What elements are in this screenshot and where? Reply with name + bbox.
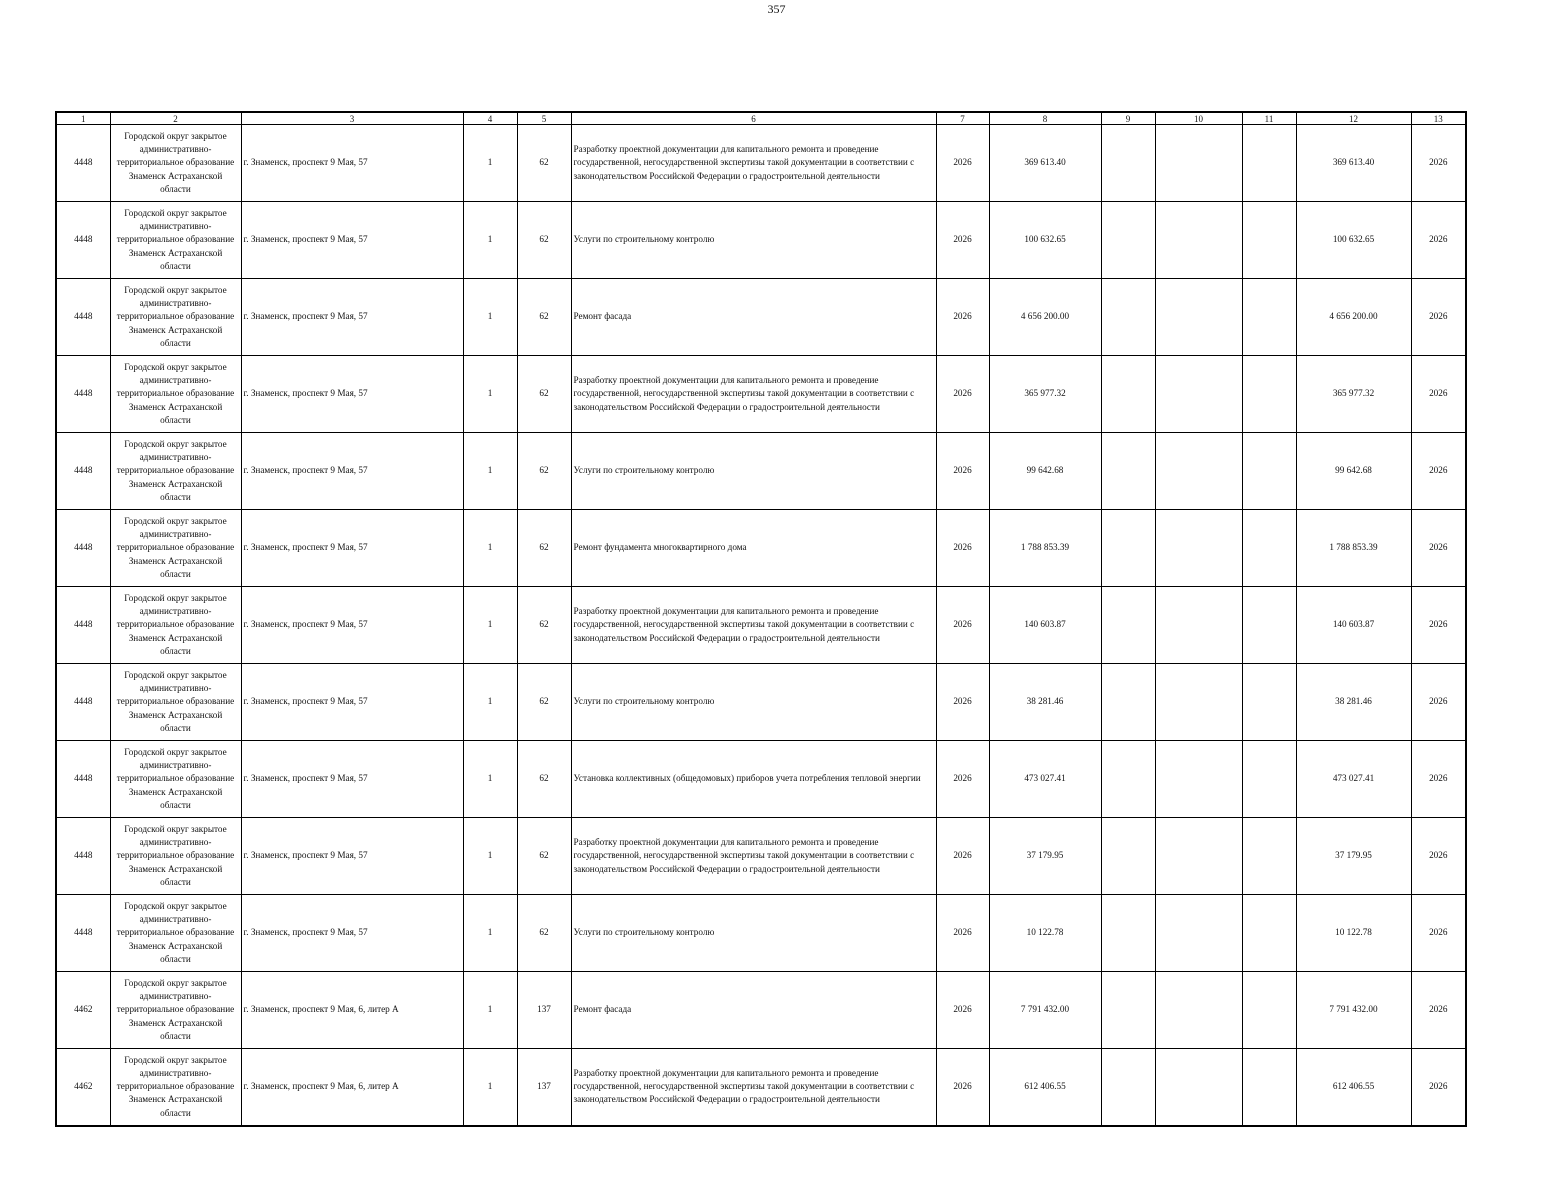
col-5-value-cell: 62 xyxy=(517,587,571,664)
col-9-value-cell xyxy=(1101,587,1155,664)
cost-cell: 38 281.46 xyxy=(989,664,1101,741)
cost-cell: 7 791 432.00 xyxy=(989,972,1101,1049)
address-cell: г. Знаменск, проспект 9 Мая, 6, литер А xyxy=(241,1049,463,1126)
table-row xyxy=(56,895,1466,972)
address-cell: г. Знаменск, проспект 9 Мая, 6, литер А xyxy=(241,972,463,1049)
address-cell: г. Знаменск, проспект 9 Мая, 57 xyxy=(241,433,463,510)
col-10-value-cell xyxy=(1155,202,1242,279)
table-row xyxy=(56,433,1466,510)
municipality-cell: Городской округ закрытое административно-территориальное образование Знаменск Астраханской области xyxy=(110,202,241,279)
house-id-cell: 4448 xyxy=(56,433,110,510)
col-4-value-cell: 1 xyxy=(463,202,517,279)
address-cell: г. Знаменск, проспект 9 Мая, 57 xyxy=(241,741,463,818)
page-number: 357 xyxy=(767,2,786,16)
table-row xyxy=(56,125,1466,202)
col-11-value-cell xyxy=(1242,1049,1296,1126)
column-header-2: 2 xyxy=(110,112,241,125)
column-header-4: 4 xyxy=(463,112,517,125)
col-4-value-cell: 1 xyxy=(463,587,517,664)
work-type-cell: Услуги по строительному контролю xyxy=(571,895,936,972)
col-10-value-cell xyxy=(1155,279,1242,356)
work-type-cell: Услуги по строительному контролю xyxy=(571,433,936,510)
house-id-cell: 4462 xyxy=(56,1049,110,1126)
year-cell: 2026 xyxy=(936,664,989,741)
completion-year-cell: 2026 xyxy=(1411,279,1466,356)
cost-cell: 365 977.32 xyxy=(989,356,1101,433)
col-4-value-cell: 1 xyxy=(463,433,517,510)
municipality-cell: Городской округ закрытое административно-территориальное образование Знаменск Астраханской области xyxy=(110,818,241,895)
work-type-cell: Разработку проектной документации для капитального ремонта и проведение государственной, негосударственной экспертизы такой документации в соответствии с законодательством Российской Федерации о градостроительной деятельности xyxy=(571,1049,936,1126)
col-5-value-cell: 137 xyxy=(517,972,571,1049)
col-11-value-cell xyxy=(1242,433,1296,510)
col-11-value-cell xyxy=(1242,125,1296,202)
table-row xyxy=(56,510,1466,587)
cost-cell: 37 179.95 xyxy=(989,818,1101,895)
total-cost-cell: 369 613.40 xyxy=(1296,125,1411,202)
col-11-value-cell xyxy=(1242,587,1296,664)
cost-cell: 1 788 853.39 xyxy=(989,510,1101,587)
col-4-value-cell: 1 xyxy=(463,510,517,587)
table-row xyxy=(56,356,1466,433)
work-type-cell: Услуги по строительному контролю xyxy=(571,664,936,741)
col-11-value-cell xyxy=(1242,972,1296,1049)
cost-cell: 369 613.40 xyxy=(989,125,1101,202)
cost-cell: 10 122.78 xyxy=(989,895,1101,972)
col-5-value-cell: 62 xyxy=(517,741,571,818)
total-cost-cell: 100 632.65 xyxy=(1296,202,1411,279)
year-cell: 2026 xyxy=(936,356,989,433)
column-header-13: 13 xyxy=(1411,112,1466,125)
col-5-value-cell: 62 xyxy=(517,818,571,895)
col-10-value-cell xyxy=(1155,1049,1242,1126)
col-11-value-cell xyxy=(1242,202,1296,279)
col-5-value-cell: 62 xyxy=(517,895,571,972)
house-id-cell: 4448 xyxy=(56,664,110,741)
year-cell: 2026 xyxy=(936,895,989,972)
house-id-cell: 4448 xyxy=(56,356,110,433)
municipality-cell: Городской округ закрытое административно-территориальное образование Знаменск Астраханской области xyxy=(110,587,241,664)
work-type-cell: Установка коллективных (общедомовых) приборов учета потребления тепловой энергии xyxy=(571,741,936,818)
column-header-1: 1 xyxy=(56,112,110,125)
column-header-6: 6 xyxy=(571,112,936,125)
work-type-cell: Услуги по строительному контролю xyxy=(571,202,936,279)
completion-year-cell: 2026 xyxy=(1411,818,1466,895)
col-4-value-cell: 1 xyxy=(463,972,517,1049)
table-row xyxy=(56,972,1466,1049)
total-cost-cell: 99 642.68 xyxy=(1296,433,1411,510)
col-4-value-cell: 1 xyxy=(463,818,517,895)
col-4-value-cell: 1 xyxy=(463,1049,517,1126)
house-id-cell: 4448 xyxy=(56,895,110,972)
address-cell: г. Знаменск, проспект 9 Мая, 57 xyxy=(241,895,463,972)
col-5-value-cell: 62 xyxy=(517,125,571,202)
year-cell: 2026 xyxy=(936,818,989,895)
cost-cell: 140 603.87 xyxy=(989,587,1101,664)
col-5-value-cell: 137 xyxy=(517,1049,571,1126)
cost-cell: 612 406.55 xyxy=(989,1049,1101,1126)
table-row xyxy=(56,741,1466,818)
year-cell: 2026 xyxy=(936,279,989,356)
col-11-value-cell xyxy=(1242,510,1296,587)
table-row xyxy=(56,587,1466,664)
total-cost-cell: 10 122.78 xyxy=(1296,895,1411,972)
col-10-value-cell xyxy=(1155,972,1242,1049)
completion-year-cell: 2026 xyxy=(1411,895,1466,972)
house-id-cell: 4448 xyxy=(56,279,110,356)
address-cell: г. Знаменск, проспект 9 Мая, 57 xyxy=(241,818,463,895)
municipality-cell: Городской округ закрытое административно-территориальное образование Знаменск Астраханской области xyxy=(110,1049,241,1126)
col-10-value-cell xyxy=(1155,818,1242,895)
col-4-value-cell: 1 xyxy=(463,356,517,433)
completion-year-cell: 2026 xyxy=(1411,202,1466,279)
work-type-cell: Разработку проектной документации для капитального ремонта и проведение государственной, негосударственной экспертизы такой документации в соответствии с законодательством Российской Федерации о градостроительной деятельности xyxy=(571,125,936,202)
total-cost-cell: 473 027.41 xyxy=(1296,741,1411,818)
total-cost-cell: 4 656 200.00 xyxy=(1296,279,1411,356)
completion-year-cell: 2026 xyxy=(1411,1049,1466,1126)
col-5-value-cell: 62 xyxy=(517,356,571,433)
col-9-value-cell xyxy=(1101,741,1155,818)
column-header-8: 8 xyxy=(989,112,1101,125)
col-10-value-cell xyxy=(1155,356,1242,433)
municipality-cell: Городской округ закрытое административно-территориальное образование Знаменск Астраханской области xyxy=(110,279,241,356)
municipality-cell: Городской округ закрытое административно-территориальное образование Знаменск Астраханской области xyxy=(110,741,241,818)
col-9-value-cell xyxy=(1101,356,1155,433)
column-header-12: 12 xyxy=(1296,112,1411,125)
house-id-cell: 4448 xyxy=(56,741,110,818)
cost-cell: 4 656 200.00 xyxy=(989,279,1101,356)
column-header-9: 9 xyxy=(1101,112,1155,125)
column-number-row xyxy=(56,112,1466,125)
col-4-value-cell: 1 xyxy=(463,895,517,972)
year-cell: 2026 xyxy=(936,433,989,510)
col-9-value-cell xyxy=(1101,818,1155,895)
table-row xyxy=(56,1049,1466,1126)
col-9-value-cell xyxy=(1101,1049,1155,1126)
work-type-cell: Разработку проектной документации для капитального ремонта и проведение государственной, негосударственной экспертизы такой документации в соответствии с законодательством Российской Федерации о градостроительной деятельности xyxy=(571,587,936,664)
table-row xyxy=(56,664,1466,741)
col-9-value-cell xyxy=(1101,972,1155,1049)
col-9-value-cell xyxy=(1101,895,1155,972)
house-id-cell: 4448 xyxy=(56,587,110,664)
house-id-cell: 4462 xyxy=(56,972,110,1049)
work-type-cell: Разработку проектной документации для капитального ремонта и проведение государственной, негосударственной экспертизы такой документации в соответствии с законодательством Российской Федерации о градостроительной деятельности xyxy=(571,818,936,895)
address-cell: г. Знаменск, проспект 9 Мая, 57 xyxy=(241,202,463,279)
municipality-cell: Городской округ закрытое административно-территориальное образование Знаменск Астраханской области xyxy=(110,510,241,587)
col-11-value-cell xyxy=(1242,664,1296,741)
col-9-value-cell xyxy=(1101,202,1155,279)
address-cell: г. Знаменск, проспект 9 Мая, 57 xyxy=(241,356,463,433)
col-9-value-cell xyxy=(1101,433,1155,510)
col-10-value-cell xyxy=(1155,510,1242,587)
year-cell: 2026 xyxy=(936,1049,989,1126)
col-10-value-cell xyxy=(1155,664,1242,741)
total-cost-cell: 38 281.46 xyxy=(1296,664,1411,741)
address-cell: г. Знаменск, проспект 9 Мая, 57 xyxy=(241,510,463,587)
col-10-value-cell xyxy=(1155,895,1242,972)
year-cell: 2026 xyxy=(936,125,989,202)
col-5-value-cell: 62 xyxy=(517,664,571,741)
column-header-11: 11 xyxy=(1242,112,1296,125)
year-cell: 2026 xyxy=(936,972,989,1049)
completion-year-cell: 2026 xyxy=(1411,741,1466,818)
municipality-cell: Городской округ закрытое административно-территориальное образование Знаменск Астраханской области xyxy=(110,895,241,972)
completion-year-cell: 2026 xyxy=(1411,510,1466,587)
work-type-cell: Ремонт фасада xyxy=(571,279,936,356)
col-11-value-cell xyxy=(1242,279,1296,356)
address-cell: г. Знаменск, проспект 9 Мая, 57 xyxy=(241,279,463,356)
col-9-value-cell xyxy=(1101,125,1155,202)
work-type-cell: Разработку проектной документации для капитального ремонта и проведение государственной, негосударственной экспертизы такой документации в соответствии с законодательством Российской Федерации о градостроительной деятельности xyxy=(571,356,936,433)
address-cell: г. Знаменск, проспект 9 Мая, 57 xyxy=(241,664,463,741)
municipality-cell: Городской округ закрытое административно-территориальное образование Знаменск Астраханской области xyxy=(110,433,241,510)
col-5-value-cell: 62 xyxy=(517,510,571,587)
col-9-value-cell xyxy=(1101,279,1155,356)
col-4-value-cell: 1 xyxy=(463,741,517,818)
municipality-cell: Городской округ закрытое административно-территориальное образование Знаменск Астраханской области xyxy=(110,356,241,433)
completion-year-cell: 2026 xyxy=(1411,433,1466,510)
col-9-value-cell xyxy=(1101,510,1155,587)
total-cost-cell: 612 406.55 xyxy=(1296,1049,1411,1126)
cost-cell: 100 632.65 xyxy=(989,202,1101,279)
total-cost-cell: 365 977.32 xyxy=(1296,356,1411,433)
column-header-5: 5 xyxy=(517,112,571,125)
year-cell: 2026 xyxy=(936,741,989,818)
col-4-value-cell: 1 xyxy=(463,664,517,741)
col-4-value-cell: 1 xyxy=(463,125,517,202)
completion-year-cell: 2026 xyxy=(1411,664,1466,741)
address-cell: г. Знаменск, проспект 9 Мая, 57 xyxy=(241,587,463,664)
work-type-cell: Ремонт фундамента многоквартирного дома xyxy=(571,510,936,587)
total-cost-cell: 140 603.87 xyxy=(1296,587,1411,664)
col-5-value-cell: 62 xyxy=(517,279,571,356)
work-type-cell: Ремонт фасада xyxy=(571,972,936,1049)
col-10-value-cell xyxy=(1155,125,1242,202)
total-cost-cell: 1 788 853.39 xyxy=(1296,510,1411,587)
col-11-value-cell xyxy=(1242,818,1296,895)
completion-year-cell: 2026 xyxy=(1411,125,1466,202)
col-11-value-cell xyxy=(1242,895,1296,972)
house-id-cell: 4448 xyxy=(56,818,110,895)
table-row xyxy=(56,279,1466,356)
municipality-cell: Городской округ закрытое административно-территориальное образование Знаменск Астраханской области xyxy=(110,664,241,741)
col-11-value-cell xyxy=(1242,741,1296,818)
total-cost-cell: 37 179.95 xyxy=(1296,818,1411,895)
year-cell: 2026 xyxy=(936,510,989,587)
completion-year-cell: 2026 xyxy=(1411,972,1466,1049)
year-cell: 2026 xyxy=(936,202,989,279)
municipality-cell: Городской округ закрытое административно-территориальное образование Знаменск Астраханской области xyxy=(110,125,241,202)
col-9-value-cell xyxy=(1101,664,1155,741)
cost-cell: 99 642.68 xyxy=(989,433,1101,510)
house-id-cell: 4448 xyxy=(56,510,110,587)
total-cost-cell: 7 791 432.00 xyxy=(1296,972,1411,1049)
house-id-cell: 4448 xyxy=(56,125,110,202)
house-id-cell: 4448 xyxy=(56,202,110,279)
table-row xyxy=(56,818,1466,895)
capital-repair-table xyxy=(55,111,1467,1127)
column-header-3: 3 xyxy=(241,112,463,125)
col-11-value-cell xyxy=(1242,356,1296,433)
municipality-cell: Городской округ закрытое административно-территориальное образование Знаменск Астраханской области xyxy=(110,972,241,1049)
completion-year-cell: 2026 xyxy=(1411,356,1466,433)
cost-cell: 473 027.41 xyxy=(989,741,1101,818)
address-cell: г. Знаменск, проспект 9 Мая, 57 xyxy=(241,125,463,202)
completion-year-cell: 2026 xyxy=(1411,587,1466,664)
table-body xyxy=(56,125,1466,1126)
col-10-value-cell xyxy=(1155,433,1242,510)
column-header-7: 7 xyxy=(936,112,989,125)
column-header-10: 10 xyxy=(1155,112,1242,125)
col-10-value-cell xyxy=(1155,741,1242,818)
table-row xyxy=(56,202,1466,279)
year-cell: 2026 xyxy=(936,587,989,664)
col-5-value-cell: 62 xyxy=(517,433,571,510)
col-10-value-cell xyxy=(1155,587,1242,664)
col-4-value-cell: 1 xyxy=(463,279,517,356)
col-5-value-cell: 62 xyxy=(517,202,571,279)
